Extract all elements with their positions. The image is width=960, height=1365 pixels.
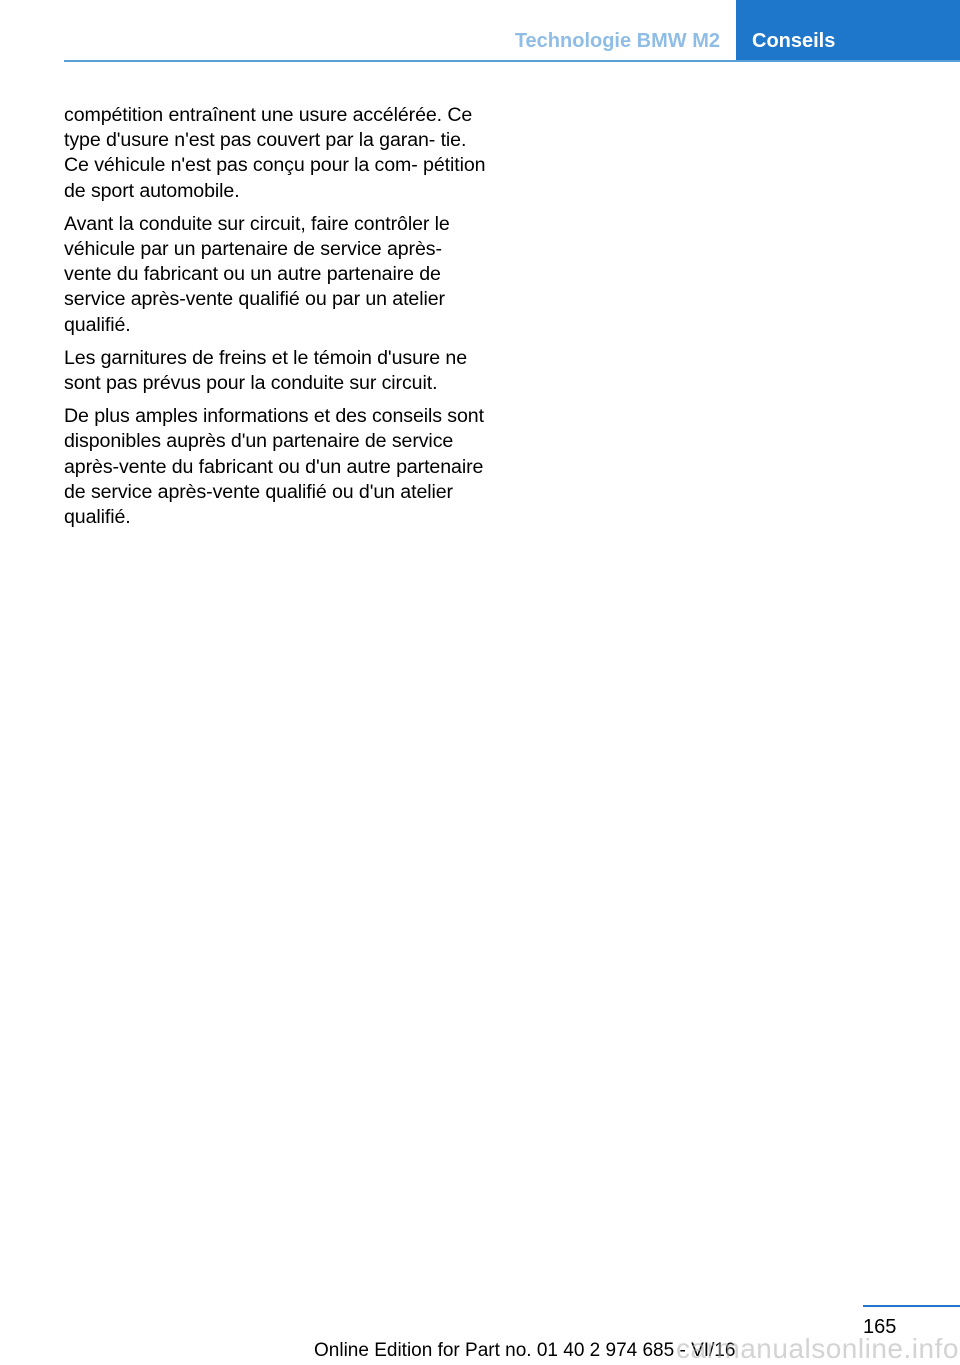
paragraph-race-wear: compétition entraînent une usure accélérée. Ce type d'usure n'est pas couvert par la garan‐ tie. Ce véhicule n'est pas conçu pour la com‐ pétition de sport automobile. <box>64 104 486 202</box>
header-chapter-label: Conseils <box>752 30 836 52</box>
header-section-title: Technologie BMW M2 <box>514 30 720 52</box>
body-text <box>64 103 494 538</box>
header-divider <box>64 60 960 62</box>
paragraph-brake-pads: Les garnitures de freins et le témoin d'usure ne sont pas prévus pour la conduite sur circuit. <box>64 346 468 395</box>
footer-divider <box>863 1305 960 1307</box>
paragraph-more-info: De plus amples informations et des conseils sont disponibles auprès d'un partenaire de service après-vente du fabricant ou d'un autre partenaire de service après-vente qualifié ou d'un atelier qualifié. <box>64 405 484 529</box>
page-number: 165 <box>863 1316 897 1338</box>
page-header <box>0 0 960 64</box>
edition-note: Online Edition for Part no. 01 40 2 974 685 - VI/16 <box>314 1340 736 1361</box>
header-chapter-tab <box>736 0 960 62</box>
paragraph-inspection: Avant la conduite sur circuit, faire contrôler le véhicule par un partenaire de service après- vente du fabricant ou un autre partenaire de service après-vente qualifié ou par un atelier qualifié. <box>64 212 450 336</box>
watermark: carmanualsonline.info <box>676 1333 959 1364</box>
